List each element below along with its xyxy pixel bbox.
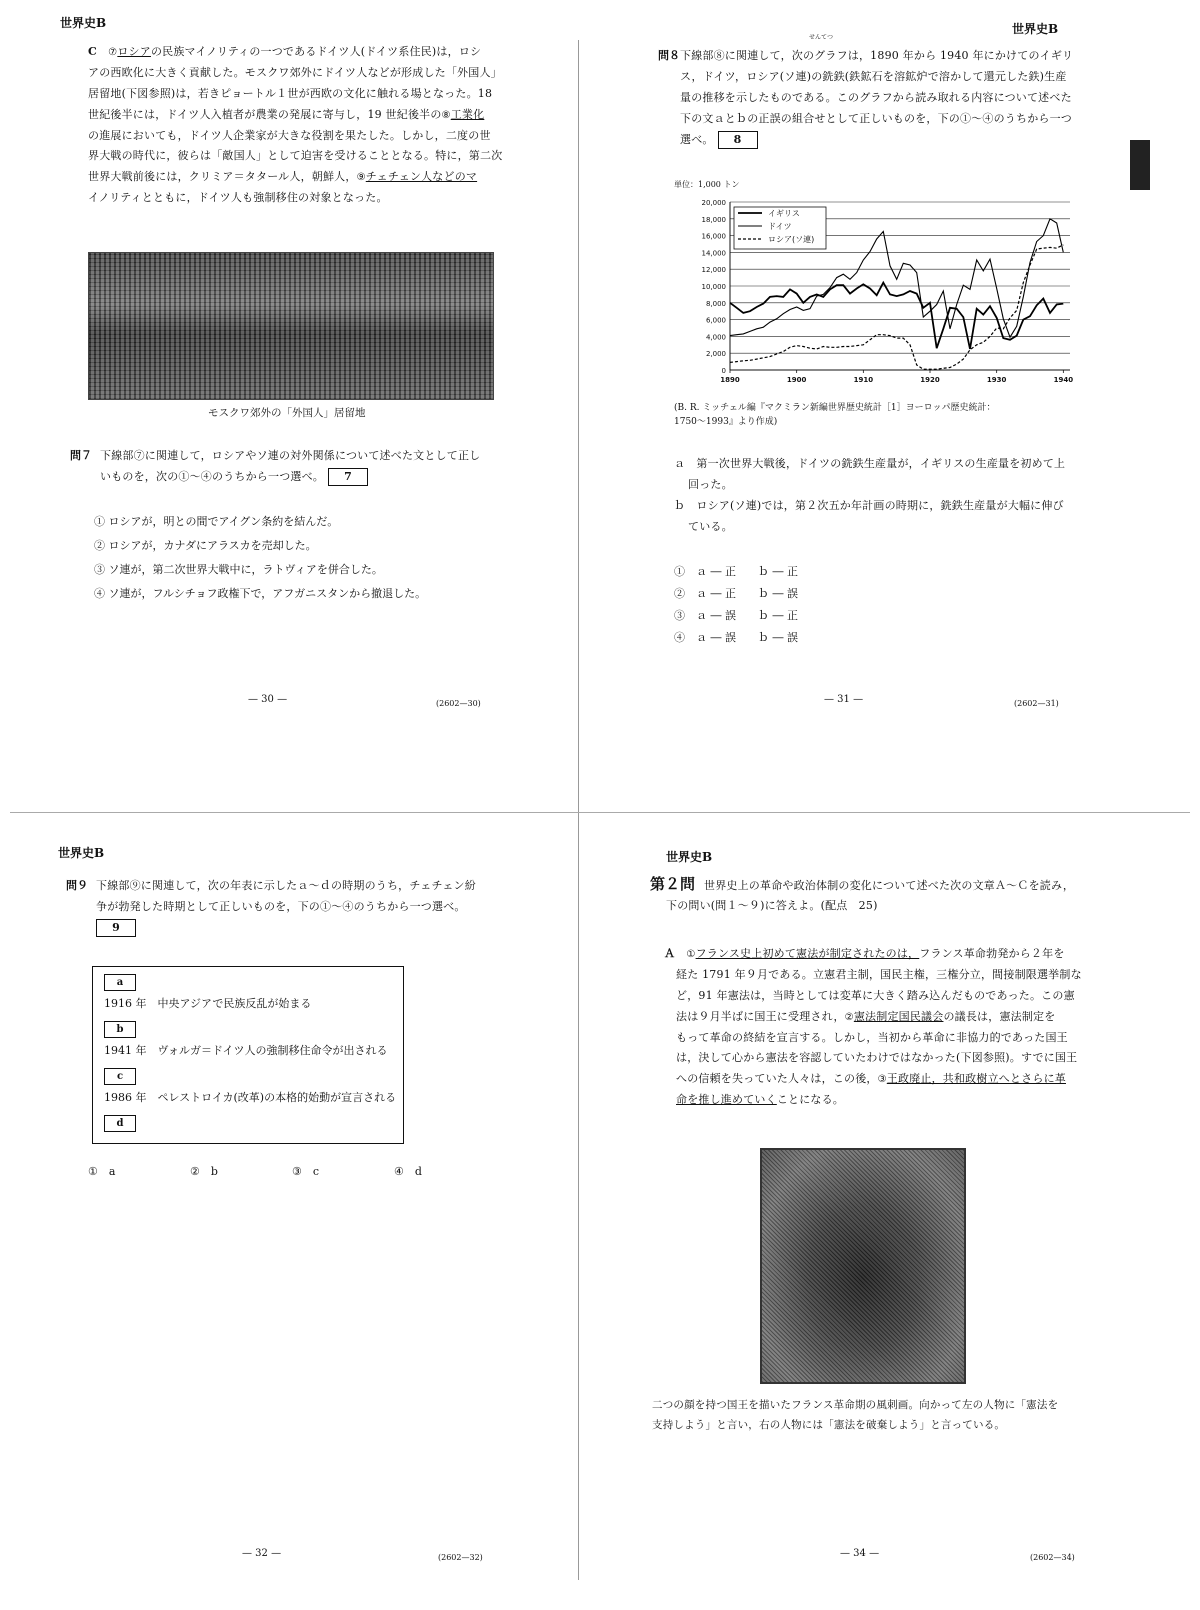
answer-box[interactable]: 9 [96, 919, 136, 937]
y-tick-label: 20,000 [701, 199, 726, 207]
period-d-box [104, 1113, 136, 1134]
question-text: 量の推移を示したものである。このグラフから読み取れる内容について述べた [680, 90, 1072, 104]
foreign-quarter-engraving [88, 252, 494, 400]
option-1[interactable]: ① ロシアが，明との間でアイグン条約を結んだ。 [94, 515, 339, 528]
answer-box[interactable]: 7 [328, 468, 368, 486]
underline-1: フランス史上初めて憲法が制定されたのは， [695, 947, 920, 960]
question-9 [96, 876, 516, 939]
chart-source-line: 1750～1993』より作成) [674, 416, 778, 427]
caption-line: 二つの顔を持つ国王を描いたフランス革命期の風刺画。向かって左の人物に「憲法を [652, 1399, 1059, 1411]
y-tick-label: 2,000 [705, 350, 726, 359]
question-heading: 第２問 [650, 875, 696, 893]
option-4[interactable]: ④ ソ連が，フルシチョフ政権下で，アフガニスタンから撤退した。 [94, 587, 427, 600]
x-tick-label: 1910 [853, 376, 874, 384]
question-label: 問７ [70, 449, 92, 462]
question-text: 下の文ａとｂの正誤の組合せとして正しいものを，下の①～④のうちから一つ [680, 111, 1072, 125]
page-code: (2602—30) [436, 699, 481, 708]
legend-label-1: イギリス [768, 209, 800, 218]
page-code: (2602—32) [438, 1553, 483, 1562]
question-7 [100, 446, 520, 488]
section-label: Ａ [664, 947, 676, 960]
page-number: — 31 — [824, 694, 864, 705]
option-1[interactable]: ① ａ ― 正 ｂ ― 正 [674, 565, 798, 578]
chart-source [674, 402, 995, 429]
event-1986: 1986 年 ペレストロイカ(改革)の本格的始動が宣言される [104, 1091, 397, 1104]
question-text: ス，ドイツ，ロシア(ソ連)の銑鉄(鉄鉱石を溶鉱炉で溶かして還元した鉄)生産 [680, 69, 1067, 83]
statement-b-cont: ている。 [688, 519, 733, 533]
subject-header: 世界史B [58, 846, 105, 860]
passage-line: 世界大戦前後には，クリミア＝タタール人，朝鮮人， [88, 170, 357, 184]
passage-line: イノリティとともに，ドイツ人も強制移住の対象となった。 [88, 191, 388, 205]
passage-line: フランス革命勃発から２年を [919, 947, 1065, 960]
page-34 [600, 810, 1200, 1610]
option-4[interactable]: ④ d [394, 1165, 422, 1178]
option-2[interactable]: ② ａ ― 正 ｂ ― 誤 [674, 587, 798, 600]
passage-line: 経た 1791 年９月である。立憲君主制，国民主権，三権分立，間接制限選挙制な [676, 967, 1082, 981]
page-number: — 30 — [248, 694, 288, 705]
passage-line: は，決して心から憲法を容認していたわけではなかった(下図参照)。すでに国王 [676, 1051, 1078, 1065]
underline-2: 憲法制定国民議会 [853, 1009, 944, 1023]
photo-caption: モスクワ郊外の「外国人」居留地 [208, 407, 366, 419]
period-d-label: d [104, 1115, 136, 1132]
statements [674, 454, 1114, 538]
question-label: 問９ [66, 879, 88, 892]
x-tick-label: 1940 [1053, 376, 1074, 384]
underline-marker-7: ⑦ [108, 47, 118, 58]
passage-line: もって革命の終結を宣言する。しかし，当初から革命に非協力的であった国王 [676, 1030, 1068, 1044]
passage-line: の進展においても，ドイツ人企業家が大きな役割を果たした。しかし，二度の世 [88, 128, 491, 142]
page-30 [0, 0, 600, 800]
y-tick-label: 8,000 [705, 299, 726, 308]
question-text: 選べ。 [680, 132, 714, 146]
underline-9: チェチェン人などのマ [365, 170, 478, 184]
statement-a-cont: 回った。 [688, 477, 733, 491]
question-text: 下線部⑦に関連して，ロシアやソ連の対外関係について述べた文として正し [100, 449, 481, 462]
intro-text: 下の問い(問１～９)に答えよ。(配点 25) [666, 899, 878, 912]
underline-marker-3: ③ [877, 1074, 887, 1086]
question-intro-2 [666, 896, 1096, 917]
x-tick-label: 1920 [920, 376, 940, 384]
question-text: いものを，次の①～④のうちから一つ選べ。 [100, 469, 324, 483]
period-a-label: a [104, 974, 136, 991]
underline-7: ロシア [117, 45, 151, 58]
option-1[interactable]: ① a [88, 1165, 116, 1178]
intro-text: 世界史上の革命や政治体制の変化について述べた次の文章Ａ～Ｃを読み， [704, 879, 1075, 892]
period-b-label: b [104, 1021, 136, 1038]
question-label: 問８ [658, 49, 680, 62]
legend-label-3: ロシア(ソ連) [768, 235, 815, 244]
option-2[interactable]: ② ロシアが，カナダにアラスカを売却した。 [94, 539, 317, 552]
y-tick-label: 4,000 [705, 333, 726, 342]
chart-source-line: (B. R. ミッチェル編『マクミラン新編世界歴史統計［1］ヨーロッパ歴史統計： [674, 403, 996, 413]
page-number: — 32 — [242, 1548, 282, 1559]
subject-header: 世界史B [666, 850, 713, 864]
y-tick-label: 0 [721, 367, 726, 375]
passage-line: アの西欧化に大きく貢献した。モスクワ郊外にドイツ人などが形成した「外国人」 [88, 65, 502, 79]
passage-line: ど，91 年憲法は，当時としては変革に大きく踏み込んだものであった。この憲 [676, 988, 1075, 1002]
underline-marker-8: ⑧ [441, 109, 451, 121]
option-3[interactable]: ③ c [292, 1165, 320, 1178]
question-text: 下線部⑧に関連して，次のグラフは，1890 年から 1940 年にかけてのイギリ [680, 49, 1074, 62]
passage-c-lines [88, 42, 508, 209]
period-c-label: c [104, 1068, 136, 1085]
option-4[interactable]: ④ ａ ― 誤 ｂ ― 誤 [674, 631, 798, 644]
passage-line: 居留地(下図参照)は，若きピョートル１世が西欧の文化に触れる場となった。18 [88, 86, 493, 100]
passage-line: 法は９月半ばに国王に受理され， [676, 1009, 845, 1023]
caption-line: 支持しよう」と言い，右の人物には「憲法を破棄しよう」と言っている。 [652, 1418, 1006, 1431]
question-8 [680, 46, 1110, 150]
passage-line: 界大戦の時代に，彼らは「敵国人」として迫害を受けることとなる。特に，第二次 [88, 149, 503, 163]
page-number: — 34 — [840, 1548, 880, 1559]
passage-a [664, 944, 1104, 1111]
two-faced-king-caricature [760, 1148, 966, 1384]
y-tick-label: 14,000 [701, 249, 726, 258]
page-32 [0, 810, 600, 1610]
pig-iron-chart [660, 192, 1080, 407]
series-line-3 [730, 245, 1063, 369]
option-3[interactable]: ③ ａ ― 誤 ｂ ― 正 [674, 609, 798, 622]
passage-line: の民族マイノリティの一つであるドイツ人(ドイツ系住民)は，ロシ [150, 45, 482, 58]
page-code: (2602—34) [1030, 1553, 1075, 1562]
page-code: (2602—31) [1014, 699, 1059, 708]
period-b-box [104, 1019, 136, 1040]
option-2[interactable]: ② b [190, 1165, 218, 1178]
passage-line: の議長は，憲法制定を [943, 1009, 1056, 1023]
underline-marker-2: ② [844, 1011, 854, 1023]
x-tick-label: 1900 [786, 376, 807, 384]
underline-8: 工業化 [450, 107, 485, 121]
underline-3: 王政廃止，共和政樹立へとさらに革 [886, 1072, 1066, 1086]
period-a-box [104, 972, 136, 993]
chart-unit-label: 単位：1,000 トン [674, 180, 740, 189]
y-tick-label: 10,000 [701, 283, 726, 291]
period-c-box [104, 1066, 136, 1087]
question-intro [704, 876, 1104, 897]
subject-header: 世界史B [60, 16, 107, 30]
statement-b: ｂ ロシア(ソ連)では，第２次五か年計画の時期に，銑鉄生産量が大幅に伸び [674, 498, 1064, 512]
legend-label-2: ドイツ [768, 222, 792, 231]
subject-header: 世界史B [1012, 22, 1059, 36]
y-tick-label: 18,000 [701, 215, 726, 224]
answer-box[interactable]: 8 [718, 131, 758, 149]
passage-line: ことになる。 [776, 1093, 845, 1107]
option-3[interactable]: ③ ソ連が，第二次世界大戦中に，ラトヴィアを併合した。 [94, 563, 383, 576]
image-caption [652, 1396, 1122, 1436]
event-1941: 1941 年 ヴォルガ＝ドイツ人の強制移住命令が出される [104, 1044, 388, 1057]
x-tick-label: 1890 [720, 376, 740, 384]
question-text: 下線部⑨に関連して，次の年表に示したａ～ｄの時期のうち，チェチェン紛 [96, 879, 476, 892]
statement-a: ａ 第一次世界大戦後，ドイツの銑鉄生産量が，イギリスの生産量を初めて上 [674, 457, 1066, 470]
passage-line: 世紀後半には，ドイツ人入植者が農業の発展に寄与し，19 世紀後半の [88, 107, 442, 121]
passage-line: への信頼を失っていた人々は，この後， [676, 1072, 878, 1086]
x-tick-label: 1930 [986, 376, 1007, 384]
y-tick-label: 16,000 [701, 232, 726, 241]
event-1916: 1916 年 中央アジアで民族反乱が始まる [104, 997, 312, 1010]
section-label: C [88, 45, 97, 58]
page-31 [600, 0, 1200, 800]
question-text: 争が勃発した時期として正しいものを，下の①～④のうちから一つ選べ。 [96, 899, 466, 913]
y-tick-label: 12,000 [701, 266, 726, 275]
underline-3-cont: 命を推し進めていく [676, 1093, 777, 1107]
y-tick-label: 6,000 [705, 316, 726, 325]
underline-marker-9: ⑨ [356, 172, 366, 184]
ruby-text: せんてつ [809, 34, 834, 41]
underline-marker-1: ① [686, 949, 696, 960]
